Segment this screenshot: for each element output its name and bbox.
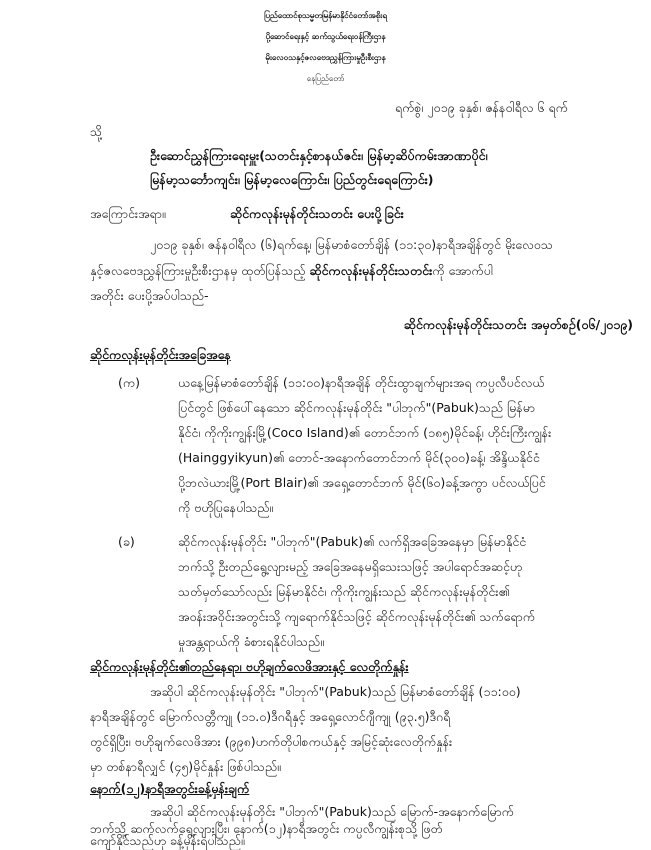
section-3-line-3: ကျော်နိုင်သည်ဟု ခန့်မှန်းရပါသည်။ [90,833,245,848]
intro-line-3: အတိုင်း ပေးပို့အပ်ပါသည်- [90,288,209,303]
header-department: မိုးလေဝသနှင့်ဇလဗေဒညွှန်ကြားမှုဦးစီးဌာန [265,53,386,62]
item-b-line-5: မှုအန္တရာယ်ကို ခံစားရနိုင်ပါသည်။ [178,634,324,649]
intro-line-2-a: နှင့်ဇလဗေဒညွှန်ကြားမှုဦးစီးဌာနမှ ထုတ်ပြန်သည့် [90,263,310,278]
header-government: ပြည်ထောင်စုသမ္မတမြန်မာနိုင်ငံတော်အစိုးရ [264,11,387,20]
item-a-marker: (က) [118,375,140,390]
subject-label: အကြောင်းအရာ။ [90,206,166,221]
item-b-line-1: ဆိုင်ကလုန်းမုန်တိုင်း "ပါဘုက်"(Pabuk)၏ လက်ရှိအခြေအနေမှာ မြန်မာနိုင်ငံ [178,534,527,549]
recipients-line-1: ဦးဆောင်ညွှန်ကြားရေးမှူး(သတင်းနှင့်စာနယ်ဇင်း၊ မြန်မာ့ဆိပ်ကမ်းအာဏာပိုင်၊ [150,148,488,163]
item-a-line-3: နိုင်ငံ၊ ကိုကိုးကျွန်းမြို့(Coco Island)၏ တောင်ဘက် (၁၈၅)မိုင်ခန့်၊ ဟိုင်းကြီးကျွန်း [178,425,552,440]
item-a-line-5: ပို့ဘလဲယားမြို့(Port Blair)၏ အရှေ့တောင်ဘက် မိုင်(၆၀)ခန့်အကွာ ပင်လယ်ပြင် [178,475,546,490]
section-2-line-3: တွင်ရှိပြီး၊ ဗဟိုချက်လေဖိအား (၉၉၈)ဟက်တိုပါစကယ်နှင့် အမြင့်ဆုံးလေတိုက်နှုန်း [90,734,453,749]
section-2-line-4: မှာ တစ်နာရီလျှင် (၄၅)မိုင်နှုန်း ဖြစ်ပါသည်။ [90,759,281,774]
to-label: သို့ [90,124,103,139]
section-2-line-1: အဆိုပါ ဆိုင်ကလုန်းမုန်တိုင်း "ပါဘုက်"(Pabuk)သည် မြန်မာစံတော်ချိန် (၁၁:၀၀) [150,684,521,699]
item-a-line-2: ပြင်တွင် ဖြစ်ပေါ်နေသော ဆိုင်ကလုန်းမုန်တိုင်း "ပါဘုက်"(Pabuk)သည် မြန်မာ [178,400,535,415]
section-3-line-1: အဆိုပါ ဆိုင်ကလုန်းမုန်တိုင်း "ပါဘုက်"(Pabuk)သည် မြောက်-အနောက်မြောက် [150,804,514,819]
intro-line-2-bold: ဆိုင်ကလုန်းမုန်တိုင်းသတင်း [309,263,433,278]
section-3-title: နောက်(၁၂)နာရီအတွင်းခန့်မှန်းချက် [90,781,250,796]
date-line: ရက်စွဲ၊ ၂၀၁၉ ခုနှစ်၊ ဇန်နဝါရီလ ၆ ရက် [395,100,568,115]
intro-line-2-c: ကို အောက်ပါ [432,263,493,278]
item-a-line-4: (Hainggyikyun)၏ တောင်-အနောက်တောင်ဘက် မိုင်(၃၀၀)ခန့်၊ အိန္ဒိယနိုင်ငံ [178,450,540,465]
item-b-line-4: အဝန်းအဝိုင်းအတွင်းသို့ ကျရောက်နိုင်သဖြင့် ဆိုင်ကလုန်းမုန်တိုင်း၏ သက်ရောက် [178,609,535,624]
item-b-line-3: သတ်မှတ်သော်လည်း မြန်မာနိုင်ငံ၊ ကိုကိုးကျွန်းသည် ဆိုင်ကလုန်းမုန်တိုင်း၏ [178,584,510,599]
section-2-title: ဆိုင်ကလုန်းမုန်တိုင်း၏တည်နေရာ၊ ဗဟိုချက်လေဖိအားနှင့် လေတိုက်နှုန်း [90,659,409,674]
item-b-marker: (ခ) [118,534,135,549]
header-city: နေပြည်တော် [306,74,345,83]
item-a-line-1: ယနေ့မြန်မာစံတော်ချိန် (၁၁:၀၀)နာရီအချိန် တိုင်းထွာချက်များအရ ကပ္ပလီပင်လယ် [178,375,545,390]
section-2-line-2: နာရီအချိန်တွင် မြောက်လတ္တီကျု (၁၁.၀)ဒီဂရီနှင့် အရှေ့လောင်ဂျီကျု (၉၃.၅)ဒီဂရီ [90,709,451,724]
recipients-line-2: မြန်မာ့သင်္ဘောကျင်း၊ မြန်မာ့လေကြောင်း၊ ပြည်တွင်းရေကြောင်း) [150,172,434,187]
bulletin-number: ဆိုင်ကလုန်းမုန်တိုင်းသတင်း အမှတ်စဉ်(၀၆/၂၀၁၉) [403,317,633,332]
section-3-line-2: ဘက်သို့ ဆက်လက်ရွေ့လျားပြီး၊ နောက်(၁၂)နာရီအတွင်း ကပ္ပလီကျွန်းစုသို့ ဖြတ် [90,821,443,836]
intro-line-1: ၂၀၁၉ ခုနှစ်၊ ဇန်နဝါရီလ (၆)ရက်နေ့၊ မြန်မာစံတော်ချိန် (၁၁:၃၀)နာရီအချိန်တွင် မိုးလေဝသ [150,237,553,252]
intro-line-2 [90,258,493,284]
item-a-line-6: ကို ဗဟိုပြုနေပါသည်။ [178,500,274,515]
subject-text: ဆိုင်ကလုန်းမုန်တိုင်းသတင်း ပေးပို့ခြင်း [230,206,404,221]
header-ministry: ပို့ဆောင်ရေးနှင့် ဆက်သွယ်ရေးဝန်ကြီးဌာန [265,32,386,41]
section-1-title: ဆိုင်ကလုန်းမုန်တိုင်းအခြေအနေ [90,347,231,362]
item-b-line-2: ဘက်သို့ ဦးတည်ရွေ့လျားမည့် အခြေအနေမရှိသေးသဖြင့် အပါရောင်အဆင့်ဟု [178,559,523,574]
